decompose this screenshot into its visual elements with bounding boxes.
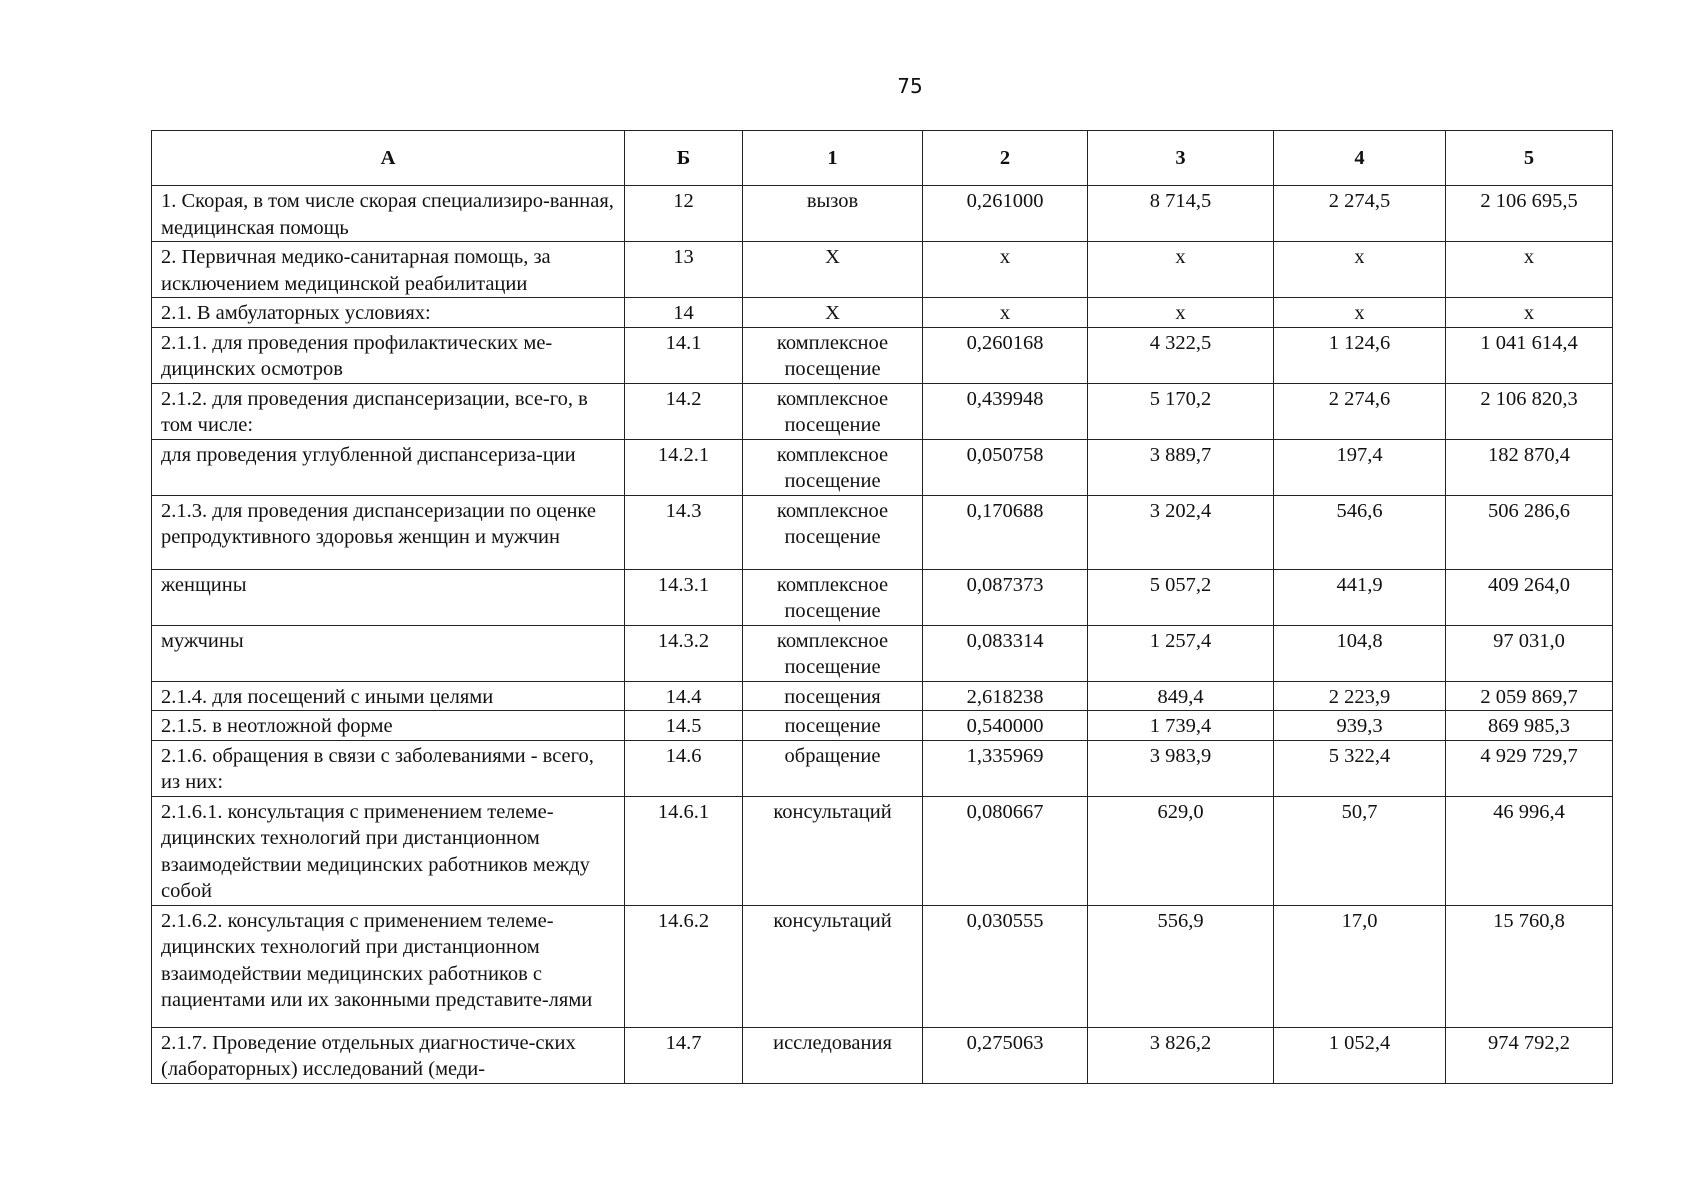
header-cell-b: Б [625, 131, 743, 186]
table-row [152, 740, 1613, 796]
row-unit-cell: комплексное посещение [743, 495, 923, 569]
table-row [152, 383, 1613, 439]
header-row [152, 131, 1613, 186]
table-row [152, 186, 1613, 242]
row-unit-cell: обращение [743, 740, 923, 796]
row-unit-cell: X [743, 298, 923, 328]
row-unit-cell: комплексное посещение [743, 569, 923, 625]
row-code-cell: 13 [625, 242, 743, 298]
row-value-col2: 0,083314 [923, 625, 1088, 681]
row-unit-cell: консультаций [743, 905, 923, 1027]
row-value-col4: 5 322,4 [1274, 740, 1446, 796]
table-row [152, 711, 1613, 741]
row-code-cell: 14.4 [625, 681, 743, 711]
row-name-cell: 2.1.1. для проведения профилактических ме-дицинских осмотров [152, 327, 625, 383]
row-value-col3: 629,0 [1088, 796, 1274, 905]
row-value-col5: 409 264,0 [1446, 569, 1613, 625]
row-value-col2: x [923, 242, 1088, 298]
table-row [152, 569, 1613, 625]
row-code-cell: 14.1 [625, 327, 743, 383]
row-value-col3: 8 714,5 [1088, 186, 1274, 242]
row-code-cell: 14.6.2 [625, 905, 743, 1027]
row-unit-cell: X [743, 242, 923, 298]
row-code-cell: 14 [625, 298, 743, 328]
header-cell-3: 3 [1088, 131, 1274, 186]
table-row [152, 298, 1613, 328]
row-value-col2: 0,170688 [923, 495, 1088, 569]
row-code-cell: 14.6.1 [625, 796, 743, 905]
row-value-col5: 15 760,8 [1446, 905, 1613, 1027]
row-name-cell: мужчины [152, 625, 625, 681]
row-name-cell: 2.1.6.1. консультация с применением телеме-дицинских технологий при дистанционном взаимодействии медицинских работников между собой [152, 796, 625, 905]
row-value-col2: x [923, 298, 1088, 328]
row-name-cell: 2.1.7. Проведение отдельных диагностиче-ских (лабораторных) исследований (меди- [152, 1027, 625, 1083]
row-value-col4: 939,3 [1274, 711, 1446, 741]
table-row [152, 495, 1613, 569]
row-name-cell: 2.1.3. для проведения диспансеризации по оценке репродуктивного здоровья женщин и мужчин [152, 495, 625, 569]
row-code-cell: 14.3.1 [625, 569, 743, 625]
row-unit-cell: посещения [743, 681, 923, 711]
table-row [152, 905, 1613, 1027]
table-row [152, 439, 1613, 495]
row-name-cell: 2.1.2. для проведения диспансеризации, все-го, в том числе: [152, 383, 625, 439]
row-unit-cell: консультаций [743, 796, 923, 905]
row-value-col4: 50,7 [1274, 796, 1446, 905]
row-value-col3: 849,4 [1088, 681, 1274, 711]
row-value-col4: x [1274, 298, 1446, 328]
row-value-col3: 3 202,4 [1088, 495, 1274, 569]
row-name-cell: 2.1.6.2. консультация с применением телеме-дицинских технологий при дистанционном взаимодействии медицинских работников с пациентами или их законными представите-лями [152, 905, 625, 1027]
row-value-col5: 974 792,2 [1446, 1027, 1613, 1083]
row-unit-cell: посещение [743, 711, 923, 741]
row-value-col5: 506 286,6 [1446, 495, 1613, 569]
row-code-cell: 14.5 [625, 711, 743, 741]
row-value-col2: 0,050758 [923, 439, 1088, 495]
row-name-cell: 2.1.4. для посещений с иными целями [152, 681, 625, 711]
row-value-col5: 2 059 869,7 [1446, 681, 1613, 711]
header-cell-4: 4 [1274, 131, 1446, 186]
row-value-col4: 441,9 [1274, 569, 1446, 625]
row-value-col3: 1 739,4 [1088, 711, 1274, 741]
row-code-cell: 14.3.2 [625, 625, 743, 681]
row-value-col2: 0,087373 [923, 569, 1088, 625]
row-name-cell: для проведения углубленной диспансериза-ции [152, 439, 625, 495]
row-value-col5: x [1446, 298, 1613, 328]
header-cell-1: 1 [743, 131, 923, 186]
row-name-cell: 2.1.5. в неотложной форме [152, 711, 625, 741]
row-value-col2: 0,080667 [923, 796, 1088, 905]
row-value-col4: 2 274,5 [1274, 186, 1446, 242]
row-value-col4: 2 274,6 [1274, 383, 1446, 439]
row-value-col2: 1,335969 [923, 740, 1088, 796]
row-name-cell: 1. Скорая, в том числе скорая специализиро-ванная, медицинская помощь [152, 186, 625, 242]
row-value-col4: 1 124,6 [1274, 327, 1446, 383]
row-value-col3: 5 170,2 [1088, 383, 1274, 439]
header-cell-5: 5 [1446, 131, 1613, 186]
row-code-cell: 14.6 [625, 740, 743, 796]
table-row [152, 1027, 1613, 1083]
row-name-cell: 2.1. В амбулаторных условиях: [152, 298, 625, 328]
row-name-cell: женщины [152, 569, 625, 625]
row-value-col4: 104,8 [1274, 625, 1446, 681]
table-row [152, 681, 1613, 711]
row-value-col5: 97 031,0 [1446, 625, 1613, 681]
row-value-col4: 546,6 [1274, 495, 1446, 569]
row-code-cell: 14.2.1 [625, 439, 743, 495]
row-value-col3: x [1088, 242, 1274, 298]
header-cell-a: А [152, 131, 625, 186]
row-value-col4: 1 052,4 [1274, 1027, 1446, 1083]
row-value-col4: 2 223,9 [1274, 681, 1446, 711]
row-value-col5: x [1446, 242, 1613, 298]
row-value-col3: 4 322,5 [1088, 327, 1274, 383]
row-name-cell: 2. Первичная медико-санитарная помощь, за исключением медицинской реабилитации [152, 242, 625, 298]
row-value-col2: 0,261000 [923, 186, 1088, 242]
row-name-cell: 2.1.6. обращения в связи с заболеваниями - всего, из них: [152, 740, 625, 796]
row-value-col3: 3 889,7 [1088, 439, 1274, 495]
row-unit-cell: комплексное посещение [743, 625, 923, 681]
row-value-col5: 46 996,4 [1446, 796, 1613, 905]
row-unit-cell: комплексное посещение [743, 439, 923, 495]
row-unit-cell: комплексное посещение [743, 327, 923, 383]
table-row [152, 625, 1613, 681]
page-number: 75 [897, 74, 923, 98]
row-value-col3: 3 826,2 [1088, 1027, 1274, 1083]
row-value-col5: 2 106 820,3 [1446, 383, 1613, 439]
row-value-col3: 1 257,4 [1088, 625, 1274, 681]
data-table [151, 130, 1613, 1084]
row-value-col2: 0,439948 [923, 383, 1088, 439]
row-value-col5: 4 929 729,7 [1446, 740, 1613, 796]
table-row [152, 242, 1613, 298]
row-value-col3: 3 983,9 [1088, 740, 1274, 796]
row-value-col2: 0,275063 [923, 1027, 1088, 1083]
row-value-col2: 0,030555 [923, 905, 1088, 1027]
row-value-col3: 5 057,2 [1088, 569, 1274, 625]
row-value-col4: x [1274, 242, 1446, 298]
table-row [152, 796, 1613, 905]
row-value-col5: 182 870,4 [1446, 439, 1613, 495]
table-row [152, 327, 1613, 383]
row-unit-cell: комплексное посещение [743, 383, 923, 439]
row-code-cell: 14.3 [625, 495, 743, 569]
row-value-col4: 197,4 [1274, 439, 1446, 495]
row-value-col3: 556,9 [1088, 905, 1274, 1027]
row-value-col5: 1 041 614,4 [1446, 327, 1613, 383]
header-cell-2: 2 [923, 131, 1088, 186]
row-unit-cell: вызов [743, 186, 923, 242]
row-value-col5: 2 106 695,5 [1446, 186, 1613, 242]
row-code-cell: 14.2 [625, 383, 743, 439]
table-body [152, 186, 1613, 1084]
row-code-cell: 12 [625, 186, 743, 242]
table-header [152, 131, 1613, 186]
row-value-col5: 869 985,3 [1446, 711, 1613, 741]
row-value-col2: 2,618238 [923, 681, 1088, 711]
row-value-col3: x [1088, 298, 1274, 328]
row-value-col2: 0,540000 [923, 711, 1088, 741]
row-code-cell: 14.7 [625, 1027, 743, 1083]
row-unit-cell: исследования [743, 1027, 923, 1083]
row-value-col2: 0,260168 [923, 327, 1088, 383]
row-value-col4: 17,0 [1274, 905, 1446, 1027]
